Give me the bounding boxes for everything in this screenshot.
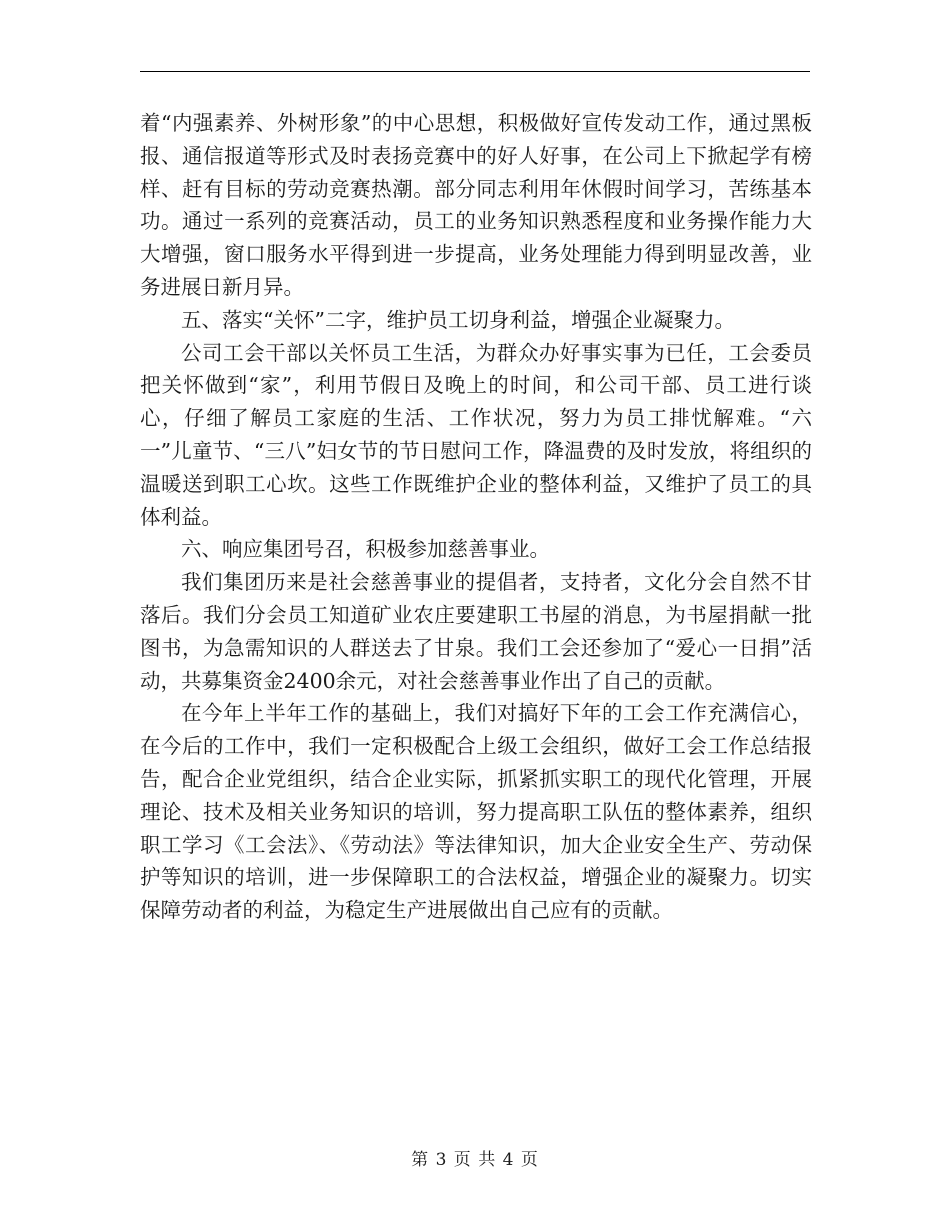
paragraph-3: 公司工会干部以关怀员工生活，为群众办好事实事为已任，工会委员把关怀做到“家”，利用节假日及晚上的时间，和公司干部、员工进行谈心，仔细了解员工家庭的生活、工作状况，努力为员工排忧解难。“六一”儿童节、“三八”妇女节的节日慰问工作，降温费的及时发放，将组织的温暖送到职工心坎。这些工作既维护企业的整体利益，又维护了员工的具体利益。 <box>140 340 812 529</box>
paragraph-6: 在今年上半年工作的基础上，我们对搞好下年的工会工作充满信心，在今后的工作中，我们一定积极配合上级工会组织，做好工会工作总结报告，配合企业党组织，结合企业实际，抓紧抓实职工的现代化管理，开展理论、技术及相关业务知识的培训，努力提高职工队伍的整体素养，组织职工学习《工会法》、《劳动法》等法律知识，加大企业安全生产、劳动保护等知识的培训，进一步保障职工的合法权益，增强企业的凝聚力。切实保障劳动者的利益，为稳定生产进展做出自己应有的贡献。 <box>140 701 812 923</box>
paragraph-5: 我们集团历来是社会慈善事业的提倡者，支持者，文化分会自然不甘落后。我们分会员工知道矿业农庄要建职工书屋的消息，为书屋捐献一批图书，为急需知识的人群送去了甘泉。我们工会还参加了“爱心一日捐”活动，共募集资金2400余元，对社会慈善事业作出了自己的贡献。 <box>140 570 812 693</box>
paragraph-4-heading: 六、响应集团号召，积极参加慈善事业。 <box>181 537 550 562</box>
paragraph-2-heading: 五、落实“关怀”二字，维护员工切身利益，增强企业凝聚力。 <box>181 307 735 332</box>
page-number-footer: 第 3 页 共 4 页 <box>411 1150 539 1170</box>
body-text <box>140 107 812 927</box>
header-rule <box>140 71 810 72</box>
paragraph-1: 着“内强素养、外树形象”的中心思想，积极做好宣传发动工作，通过黑板报、通信报道等形式及时表扬竞赛中的好人好事，在公司上下掀起学有榜样、赶有目标的劳动竞赛热潮。部分同志利用年休假时间学习，苦练基本功。通过一系列的竞赛活动，员工的业务知识熟悉程度和业务操作能力大大增强，窗口服务水平得到进一步提高，业务处理能力得到明显改善，业务进展日新月异。 <box>140 111 812 299</box>
